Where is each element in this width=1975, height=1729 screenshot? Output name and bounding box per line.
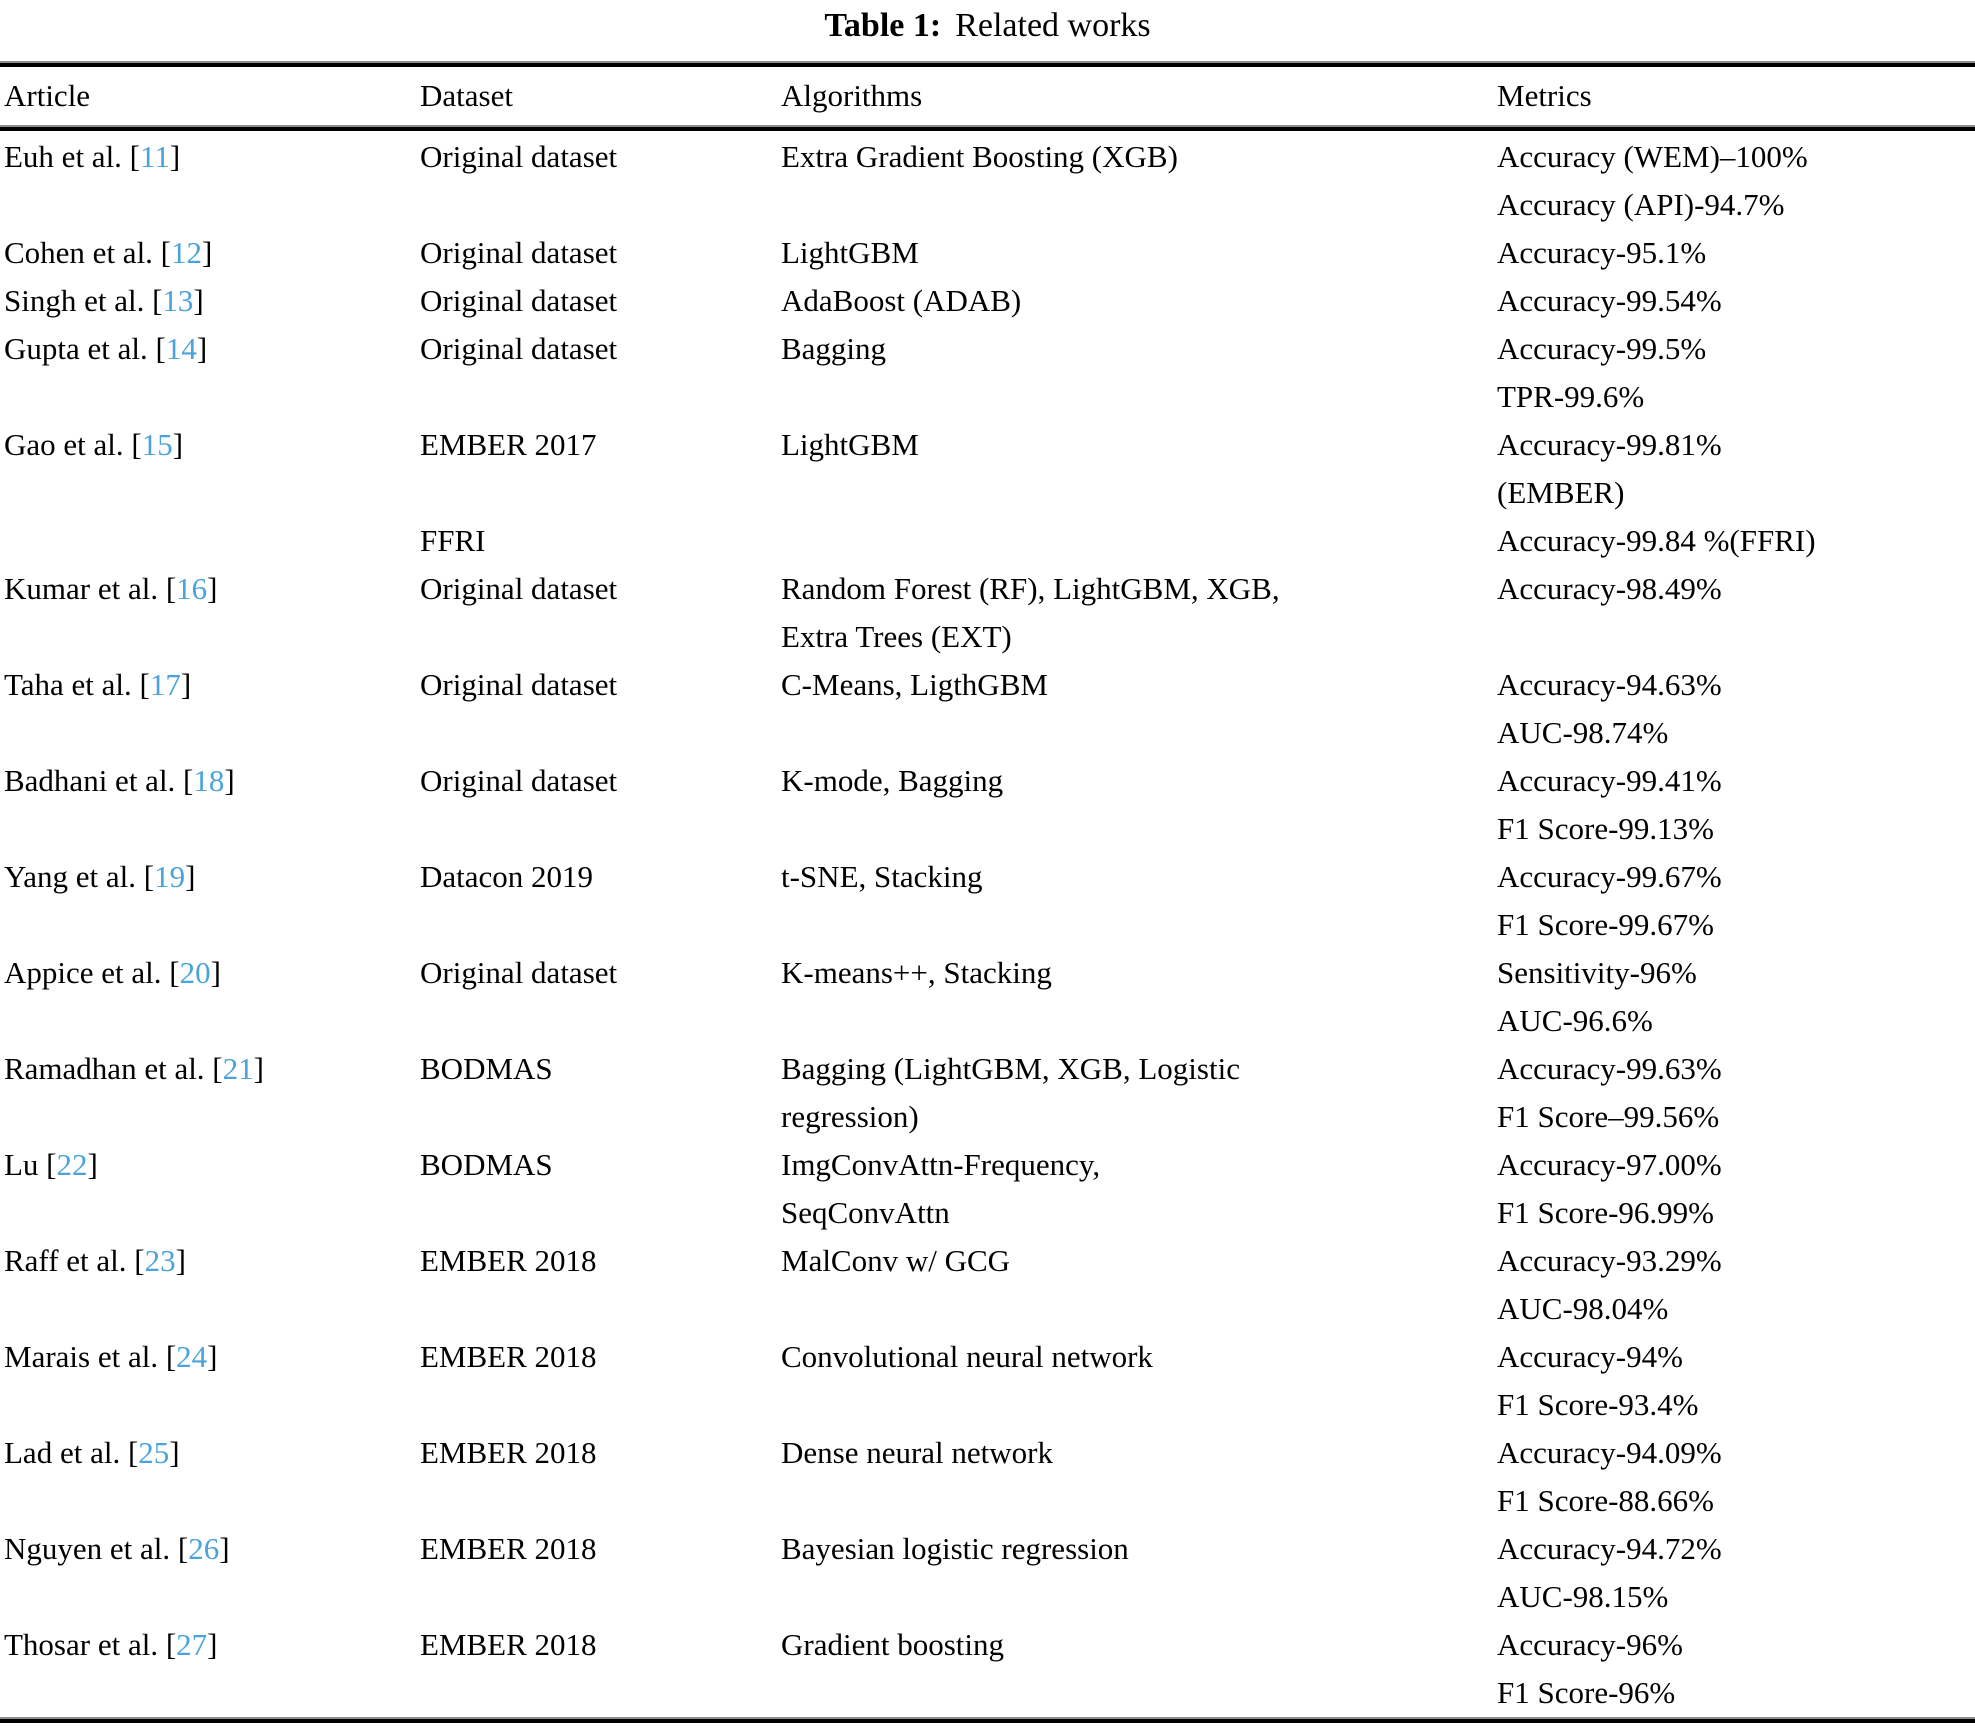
table-row — [0, 949, 1975, 1045]
metrics-cell — [1493, 565, 1975, 613]
dataset-cell — [416, 1333, 777, 1381]
table-row — [0, 853, 1975, 949]
algorithms-cell — [777, 853, 1493, 901]
dataset-cell — [416, 1141, 777, 1189]
citation-ref[interactable]: 26 — [188, 1531, 220, 1566]
citation-ref[interactable]: 24 — [176, 1339, 208, 1374]
article-cell — [0, 1429, 416, 1477]
dataset-cell — [416, 565, 777, 613]
article-line: Badhani et al. [18] — [4, 763, 235, 798]
citation-ref[interactable]: 14 — [165, 331, 197, 366]
article-cell — [0, 421, 416, 469]
article-cell — [0, 1525, 416, 1573]
cell-line: Gradient boosting — [781, 1627, 1004, 1662]
dataset-cell — [416, 1429, 777, 1477]
cell-line: TPR-99.6% — [1497, 379, 1645, 414]
cell-line: Bagging — [781, 331, 887, 366]
cell-line: Random Forest (RF), LightGBM, XGB, — [781, 571, 1280, 606]
cell-line: ImgConvAttn-Frequency, — [781, 1147, 1101, 1182]
cell-line: Accuracy-99.84 %(FFRI) — [1497, 523, 1816, 558]
cell-line: EMBER 2018 — [420, 1531, 597, 1566]
algorithms-cell — [777, 325, 1493, 373]
citation-ref[interactable]: 18 — [193, 763, 225, 798]
cell-line: Accuracy-94% — [1497, 1339, 1683, 1374]
column-header-dataset: Dataset — [420, 78, 513, 113]
algorithms-cell — [777, 1141, 1493, 1237]
citation-ref[interactable]: 22 — [56, 1147, 88, 1182]
cell-line: Accuracy-99.41% — [1497, 763, 1722, 798]
article-cell — [0, 757, 416, 805]
citation-ref[interactable]: 15 — [141, 427, 173, 462]
dataset-cell — [416, 1525, 777, 1573]
cell-line: F1 Score-88.66% — [1497, 1483, 1714, 1518]
cell-line: Accuracy-99.5% — [1497, 331, 1707, 366]
cell-line: Accuracy-94.72% — [1497, 1531, 1722, 1566]
cell-line: Accuracy-94.63% — [1497, 667, 1722, 702]
metrics-cell — [1493, 949, 1975, 1045]
article-cell — [0, 949, 416, 997]
table-row — [0, 325, 1975, 421]
article-line: Thosar et al. [27] — [4, 1627, 218, 1662]
cell-line: FFRI — [420, 523, 486, 558]
article-cell — [0, 1045, 416, 1093]
dataset-cell — [416, 421, 777, 565]
table-caption-text: Related works — [955, 7, 1151, 44]
dataset-cell — [416, 853, 777, 901]
article-cell — [0, 133, 416, 181]
table-row — [0, 757, 1975, 853]
article-line: Singh et al. [13] — [4, 283, 204, 318]
metrics-cell — [1493, 133, 1975, 229]
article-cell — [0, 1333, 416, 1381]
cell-line: EMBER 2018 — [420, 1627, 597, 1662]
table-row — [0, 1141, 1975, 1237]
cell-line: F1 Score–99.56% — [1497, 1099, 1720, 1134]
table-row — [0, 133, 1975, 229]
cell-line: AUC-96.6% — [1497, 1003, 1653, 1038]
column-header-article: Article — [4, 78, 91, 113]
cell-line: Convolutional neural network — [781, 1339, 1153, 1374]
cell-line: Original dataset — [420, 955, 618, 990]
cell-line: AUC-98.74% — [1497, 715, 1669, 750]
algorithms-cell — [777, 1237, 1493, 1285]
table-caption — [0, 0, 1975, 61]
article-line: Appice et al. [20] — [4, 955, 221, 990]
cell-line: F1 Score-96% — [1497, 1675, 1676, 1710]
algorithms-cell — [777, 229, 1493, 277]
column-header-metrics: Metrics — [1497, 78, 1592, 113]
cell-line: Accuracy-99.63% — [1497, 1051, 1722, 1086]
algorithms-cell — [777, 1621, 1493, 1669]
metrics-cell — [1493, 1045, 1975, 1141]
cell-line: EMBER 2017 — [420, 427, 597, 462]
cell-line: Accuracy-93.29% — [1497, 1243, 1722, 1278]
table-header-row — [0, 67, 1975, 125]
metrics-cell — [1493, 1333, 1975, 1429]
cell-line: Extra Gradient Boosting (XGB) — [781, 139, 1178, 174]
cell-line: Dense neural network — [781, 1435, 1054, 1470]
cell-line: AUC-98.15% — [1497, 1579, 1669, 1614]
dataset-cell — [416, 757, 777, 805]
article-line: Lu [22] — [4, 1147, 98, 1182]
dataset-cell — [416, 949, 777, 997]
table-row — [0, 565, 1975, 661]
cell-line: Accuracy-95.1% — [1497, 235, 1707, 270]
cell-line: K-mode, Bagging — [781, 763, 1004, 798]
algorithms-cell — [777, 1333, 1493, 1381]
cell-line: Accuracy (WEM)–100% — [1497, 139, 1808, 174]
cell-line: BODMAS — [420, 1051, 553, 1086]
algorithms-cell — [777, 277, 1493, 325]
citation-ref[interactable]: 11 — [140, 139, 170, 174]
citation-ref[interactable]: 12 — [171, 235, 203, 270]
cell-line: F1 Score-99.13% — [1497, 811, 1714, 846]
cell-line: Bagging (LightGBM, XGB, Logistic — [781, 1051, 1240, 1086]
article-line: Kumar et al. [16] — [4, 571, 218, 606]
cell-line: BODMAS — [420, 1147, 553, 1182]
cell-line: C-Means, LigthGBM — [781, 667, 1048, 702]
cell-line: EMBER 2018 — [420, 1243, 597, 1278]
column-header-algorithms: Algorithms — [781, 78, 923, 113]
table-row — [0, 1621, 1975, 1717]
citation-ref[interactable]: 19 — [154, 859, 186, 894]
article-cell — [0, 1237, 416, 1285]
metrics-cell — [1493, 853, 1975, 949]
dataset-cell — [416, 1237, 777, 1285]
metrics-cell — [1493, 1429, 1975, 1525]
article-line: Gao et al. [15] — [4, 427, 184, 462]
cell-line: (EMBER) — [1497, 475, 1625, 510]
cell-line: F1 Score-96.99% — [1497, 1195, 1714, 1230]
citation-ref[interactable]: 20 — [179, 955, 211, 990]
metrics-cell — [1493, 277, 1975, 325]
algorithms-cell — [777, 1525, 1493, 1573]
article-cell — [0, 661, 416, 709]
table-row — [0, 229, 1975, 277]
dataset-cell — [416, 229, 777, 277]
table-body — [0, 131, 1975, 1717]
algorithms-cell — [777, 949, 1493, 997]
table-rule-bottom — [0, 1717, 1975, 1723]
cell-line: Accuracy-96% — [1497, 1627, 1683, 1662]
table-row — [0, 661, 1975, 757]
article-line: Yang et al. [19] — [4, 859, 196, 894]
metrics-cell — [1493, 325, 1975, 421]
cell-line: Original dataset — [420, 571, 618, 606]
article-cell — [0, 1621, 416, 1669]
article-line: Nguyen et al. [26] — [4, 1531, 230, 1566]
table-row — [0, 1045, 1975, 1141]
cell-line: SeqConvAttn — [781, 1195, 950, 1230]
article-line: Lad et al. [25] — [4, 1435, 180, 1470]
cell-line: Original dataset — [420, 763, 618, 798]
citation-ref[interactable]: 16 — [176, 571, 208, 606]
cell-line: Datacon 2019 — [420, 859, 594, 894]
table-row — [0, 1333, 1975, 1429]
cell-line — [420, 469, 777, 517]
citation-ref[interactable]: 21 — [222, 1051, 254, 1086]
article-cell — [0, 565, 416, 613]
article-line: Euh et al. [11] — [4, 139, 181, 174]
cell-line: Original dataset — [420, 667, 618, 702]
article-line: Ramadhan et al. [21] — [4, 1051, 264, 1086]
cell-line: MalConv w/ GCG — [781, 1243, 1011, 1278]
article-cell — [0, 325, 416, 373]
metrics-cell — [1493, 229, 1975, 277]
article-line: Raff et al. [23] — [4, 1243, 186, 1278]
citation-ref[interactable]: 27 — [176, 1627, 208, 1662]
cell-line: AdaBoost (ADAB) — [781, 283, 1022, 318]
citation-ref[interactable]: 17 — [149, 667, 181, 702]
table-row — [0, 421, 1975, 565]
dataset-cell — [416, 1621, 777, 1669]
dataset-cell — [416, 1045, 777, 1093]
table-row — [0, 1525, 1975, 1621]
cell-line: Accuracy (API)-94.7% — [1497, 187, 1785, 222]
cell-line: LightGBM — [781, 427, 919, 462]
article-line: Gupta et al. [14] — [4, 331, 208, 366]
dataset-cell — [416, 325, 777, 373]
metrics-cell — [1493, 421, 1975, 565]
citation-ref[interactable]: 13 — [162, 283, 194, 318]
cell-line: regression) — [781, 1099, 919, 1134]
metrics-cell — [1493, 1525, 1975, 1621]
dataset-cell — [416, 661, 777, 709]
article-cell — [0, 853, 416, 901]
article-line: Taha et al. [17] — [4, 667, 192, 702]
table-row — [0, 277, 1975, 325]
cell-line: EMBER 2018 — [420, 1435, 597, 1470]
algorithms-cell — [777, 133, 1493, 181]
cell-line: Accuracy-98.49% — [1497, 571, 1722, 606]
table-row — [0, 1429, 1975, 1525]
cell-line: Accuracy-99.81% — [1497, 427, 1722, 462]
cell-line: F1 Score-99.67% — [1497, 907, 1714, 942]
citation-ref[interactable]: 25 — [138, 1435, 170, 1470]
algorithms-cell — [777, 1045, 1493, 1141]
cell-line: Accuracy-97.00% — [1497, 1147, 1722, 1182]
algorithms-cell — [777, 421, 1493, 469]
cell-line: Original dataset — [420, 139, 618, 174]
cell-line: K-means++, Stacking — [781, 955, 1052, 990]
cell-line: F1 Score-93.4% — [1497, 1387, 1699, 1422]
metrics-cell — [1493, 757, 1975, 853]
cell-line: Original dataset — [420, 283, 618, 318]
metrics-cell — [1493, 1621, 1975, 1717]
metrics-cell — [1493, 1141, 1975, 1237]
table-row — [0, 1237, 1975, 1333]
citation-ref[interactable]: 23 — [144, 1243, 176, 1278]
dataset-cell — [416, 133, 777, 181]
table-caption-label: Table 1: — [824, 7, 942, 44]
cell-line: Original dataset — [420, 331, 618, 366]
cell-line: Accuracy-99.54% — [1497, 283, 1722, 318]
cell-line: Accuracy-99.67% — [1497, 859, 1722, 894]
metrics-cell — [1493, 661, 1975, 757]
article-cell — [0, 277, 416, 325]
cell-line: LightGBM — [781, 235, 919, 270]
cell-line: Original dataset — [420, 235, 618, 270]
article-cell — [0, 229, 416, 277]
article-line: Marais et al. [24] — [4, 1339, 218, 1374]
cell-line: t-SNE, Stacking — [781, 859, 983, 894]
cell-line: AUC-98.04% — [1497, 1291, 1669, 1326]
cell-line: EMBER 2018 — [420, 1339, 597, 1374]
metrics-cell — [1493, 1237, 1975, 1333]
algorithms-cell — [777, 1429, 1493, 1477]
cell-line: Sensitivity-96% — [1497, 955, 1697, 990]
dataset-cell — [416, 277, 777, 325]
algorithms-cell — [777, 661, 1493, 709]
article-line: Cohen et al. [12] — [4, 235, 213, 270]
article-cell — [0, 1141, 416, 1189]
cell-line: Bayesian logistic regression — [781, 1531, 1129, 1566]
cell-line: Extra Trees (EXT) — [781, 619, 1012, 654]
algorithms-cell — [777, 757, 1493, 805]
algorithms-cell — [777, 565, 1493, 661]
cell-line: Accuracy-94.09% — [1497, 1435, 1722, 1470]
